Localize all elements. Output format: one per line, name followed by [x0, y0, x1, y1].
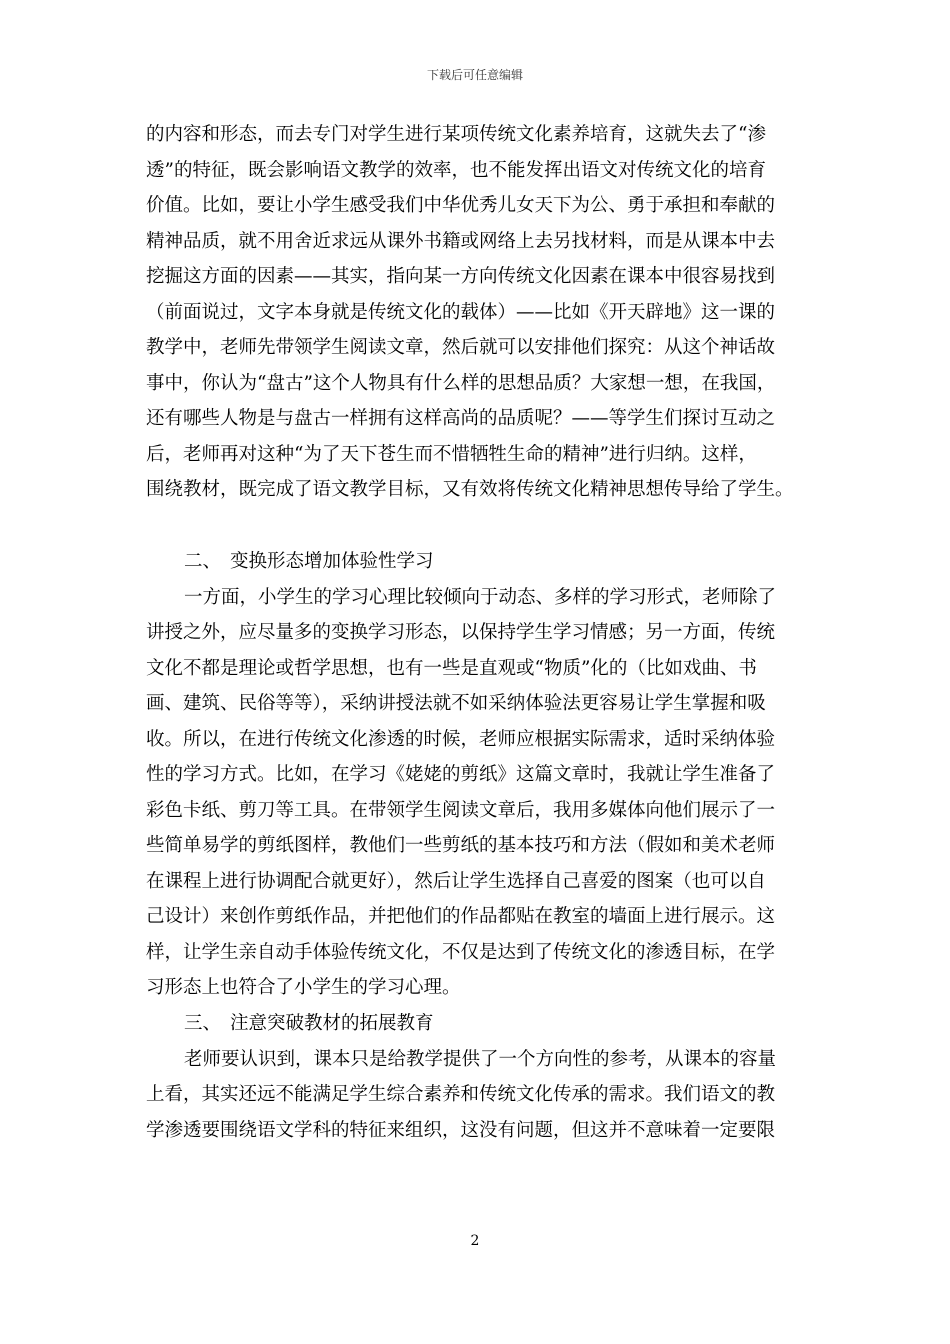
text-line: 老师要认识到，课本只是给教学提供了一个方向性的参考，从课本的容量 — [184, 1048, 777, 1070]
text-line: 文化不都是理论或哲学思想，也有一些是直观或“物质”化的（比如戏曲、书 — [146, 657, 757, 679]
paragraph-1 — [146, 117, 806, 508]
section-3-paragraph — [146, 1042, 806, 1149]
page-header: 下载后可任意编辑 — [426, 68, 523, 82]
text-line: （前面说过，文字本身就是传统文化的载体）——比如《开天辟地》这一课的 — [146, 301, 776, 323]
text-line: 讲授之外，应尽量多的变换学习形态，以保持学生学习情感；另一方面，传统 — [146, 622, 776, 643]
text-line: 习形态上也符合了小学生的学习心理。 — [146, 977, 461, 998]
text-line: 在课程上进行协调配合就更好），然后让学生选择自己喜爱的图案（也可以自 — [146, 870, 766, 892]
section-2-heading — [146, 544, 806, 580]
section-number: 三、 — [184, 1012, 222, 1034]
text-line: 事中，你认为“盘古”这个人物具有什么样的思想品质？大家想一想，在我国， — [146, 372, 776, 394]
text-line: 一方面，小学生的学习心理比较倾向于动态、多样的学习形式，老师除了 — [184, 586, 777, 608]
paragraph-spacer — [146, 508, 806, 544]
text-line: 教学中，老师先带领学生阅读文章，然后就可以安排他们探究：从这个神话故 — [146, 337, 776, 358]
document-body — [146, 117, 806, 1148]
text-line: 价值。比如，要让小学生感受我们中华优秀儿女天下为公、勇于承担和奉献的 — [146, 195, 776, 216]
text-line: 画、建筑、民俗等等），采纳讲授法就不如采纳体验法更容易让学生掌握和吸 — [146, 693, 766, 714]
section-title: 变换形态增加体验性学习 — [230, 550, 434, 572]
text-line: 精神品质，就不用舍近求远从课外书籍或网络上去另找材料，而是从课本中去 — [146, 230, 776, 252]
section-3-heading — [146, 1006, 806, 1042]
text-line: 透”的特征，既会影响语文教学的效率，也不能发挥出语文对传统文化的培育 — [146, 159, 766, 181]
text-line: 学渗透要围绕语文学科的特征来组织，这没有问题，但这并不意味着一定要限 — [146, 1119, 776, 1141]
text-line: 彩色卡纸、剪刀等工具。在带领学生阅读文章后，我用多媒体向他们展示了一 — [146, 799, 776, 821]
section-title: 注意突破教材的拓展教育 — [230, 1012, 434, 1034]
page-number: 2 — [470, 1233, 480, 1249]
text-line: 上看，其实还远不能满足学生综合素养和传统文化传承的需求。我们语文的教 — [146, 1084, 776, 1105]
text-line: 还有哪些人物是与盘古一样拥有这样高尚的品质呢？——等学生们探讨互动之 — [146, 408, 776, 429]
text-line: 样，让学生亲自动手体验传统文化，不仅是达到了传统文化的渗透目标，在学 — [146, 941, 776, 963]
text-line: 性的学习方式。比如，在学习《姥姥的剪纸》这篇文章时，我就让学生准备了 — [146, 764, 776, 785]
text-line: 后，老师再对这种“为了天下苍生而不惜牺牲生命的精神”进行归纳。这样， — [146, 443, 757, 465]
text-line: 围绕教材，既完成了语文教学目标，又有效将传统文化精神思想传导给了学生。 — [146, 479, 794, 500]
text-line: 挖掘这方面的因素——其实，指向某一方向传统文化因素在课本中很容易找到 — [146, 266, 776, 287]
section-2-paragraph — [146, 580, 806, 1006]
section-number: 二、 — [184, 550, 222, 572]
text-line: 己设计）来创作剪纸作品，并把他们的作品都贴在教室的墙面上进行展示。这 — [146, 906, 776, 927]
text-line: 些简单易学的剪纸图样，教他们一些剪纸的基本技巧和方法（假如和美术老师 — [146, 835, 776, 856]
text-line: 收。所以，在进行传统文化渗透的时候，老师应根据实际需求，适时采纳体验 — [146, 728, 776, 750]
text-line: 的内容和形态，而去专门对学生进行某项传统文化素养培育，这就失去了“渗 — [146, 124, 766, 145]
